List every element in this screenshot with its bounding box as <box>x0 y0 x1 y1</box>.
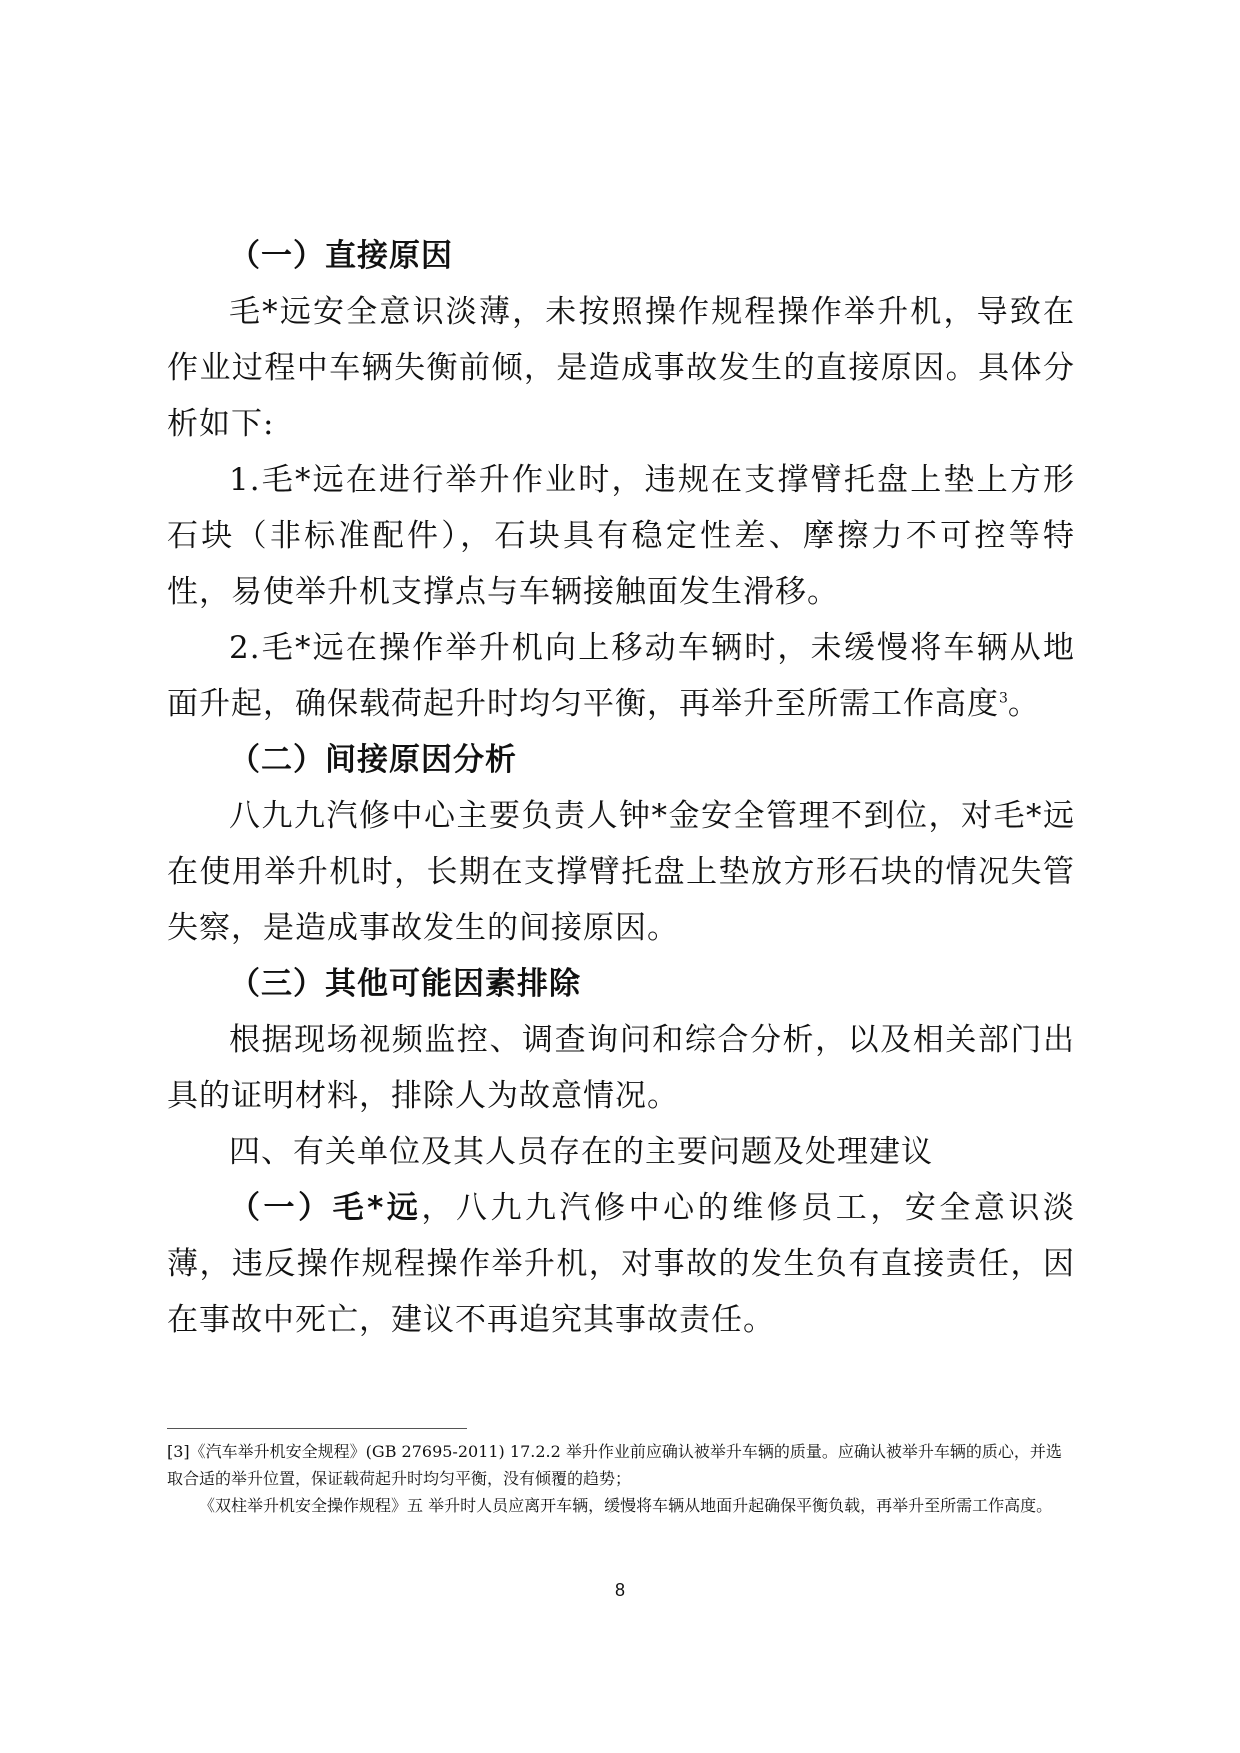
paragraph-section-4-item-1 <box>167 1180 1075 1348</box>
page-number: 8 <box>614 1580 625 1600</box>
section-4-item-1-lead: （一）毛*远 <box>229 1190 422 1226</box>
list-item-2 <box>167 620 1075 732</box>
body-text <box>167 228 1075 1348</box>
heading-indirect-cause: （二）间接原因分析 <box>229 742 517 778</box>
list-item-2-text: 2.毛*远在操作举升机向上移动车辆时，未缓慢将车辆从地面升起，确保载荷起升时均匀平衡，再举升至所需工作高度 <box>167 630 1075 722</box>
heading-direct-cause: （一）直接原因 <box>229 238 453 274</box>
footnote-ref-3[interactable]: 3 <box>999 690 1008 707</box>
list-item-1: 1.毛*远在进行举升作业时，违规在支撑臂托盘上垫上方形石块（非标准配件），石块具有稳定性差、摩擦力不可控等特性，易使举升机支撑点与车辆接触面发生滑移。 <box>167 462 1075 610</box>
paragraph-direct-cause: 毛*远安全意识淡薄，未按照操作规程操作举升机，导致在作业过程中车辆失衡前倾，是造成事故发生的直接原因。具体分析如下: <box>167 294 1075 442</box>
heading-other-factors: （三）其他可能因素排除 <box>229 966 581 1002</box>
footnote-3-continued: 《双柱举升机安全操作规程》五 举升时人员应离开车辆，缓慢将车辆从地面升起确保平衡负载，再举升至所需工作高度。 <box>199 1496 1053 1515</box>
footnote-divider <box>167 1428 467 1429</box>
heading-section-4: 四、有关单位及其人员存在的主要问题及处理建议 <box>229 1134 933 1170</box>
paragraph-other-factors: 根据现场视频监控、调查询问和综合分析，以及相关部门出具的证明材料，排除人为故意情况。 <box>167 1022 1075 1114</box>
list-item-2-end: 。 <box>1007 686 1040 722</box>
footnote-3: [3]《汽车举升机安全规程》(GB 27695-2011) 17.2.2 举升作业前应确认被举升车辆的质量。应确认被举升车辆的质心，并选取合适的举升位置，保证载荷起升时均匀平衡，没有倾覆的趋势； <box>167 1442 1062 1488</box>
paragraph-indirect-cause: 八九九汽修中心主要负责人钟*金安全管理不到位，对毛*远在使用举升机时，长期在支撑臂托盘上垫放方形石块的情况失管失察，是造成事故发生的间接原因。 <box>167 798 1075 946</box>
footnotes <box>167 1438 1075 1519</box>
section-4-item-1-text: ，八九九汽修中心的维修员工，安全意识淡薄，违反操作规程操作举升机，对事故的发生负有直接责任，因在事故中死亡，建议不再追究其事故责任。 <box>167 1190 1075 1338</box>
